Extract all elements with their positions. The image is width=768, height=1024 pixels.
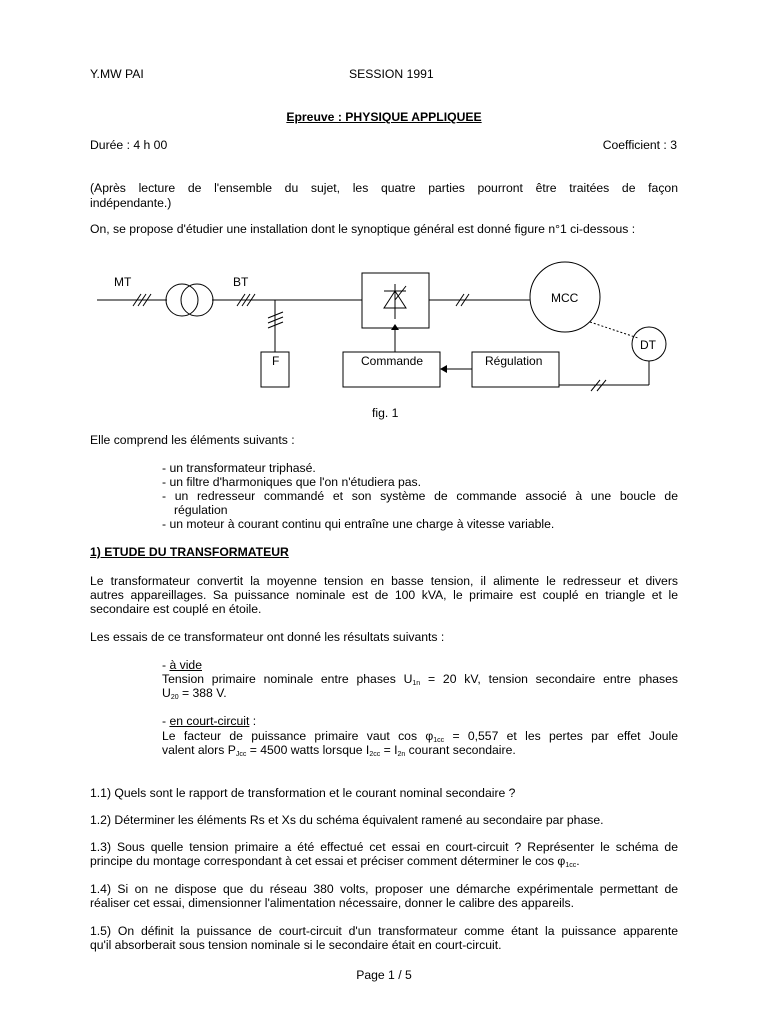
section1-line-3: secondaire est couplé en étoile. xyxy=(90,602,262,616)
section1-line-1: Le transformateur convertit la moyenne tension en basse tension, il alimente le redresseur et divers xyxy=(90,574,678,588)
list-item: - un redresseur commandé et son système de commande associé à une boucle de xyxy=(162,489,678,503)
avide-heading: - à vide xyxy=(162,658,202,672)
figure-caption: fig. 1 xyxy=(372,406,399,420)
coefficient: Coefficient : 3 xyxy=(602,138,677,152)
list-item: - un filtre d'harmoniques que l'on n'étudiera pas. xyxy=(162,475,422,489)
bt-label: BT xyxy=(233,275,249,289)
commande-label: Commande xyxy=(361,354,424,368)
mt-label: MT xyxy=(114,275,132,289)
session: SESSION 1991 xyxy=(349,67,434,81)
question-1-5-line-2: qu'il absorberait sous tension nominale si le secondaire était en court-circuit. xyxy=(90,938,502,952)
list-item-continuation: régulation xyxy=(174,503,228,517)
question-1-5-line-1: 1.5) On définit la puissance de court-circuit d'un transformateur comme étant la puissance apparente xyxy=(90,924,678,938)
duree: Durée : 4 h 00 xyxy=(90,138,168,152)
cc-line-1: Le facteur de puissance primaire vaut $\cos \varphi_{1cc} = 0,557$ et les pertes par effet Joule xyxy=(162,729,678,744)
dt-label: DT xyxy=(640,338,656,352)
synoptic-diagram xyxy=(0,260,768,400)
mcc-label: MCC xyxy=(551,291,579,305)
regulation-label: Régulation xyxy=(485,354,543,368)
f-label: F xyxy=(272,354,280,368)
intro-paragraph-2: On, se propose d'étudier une installation dont le synoptique général est donné figure n°1 ci-dessous : xyxy=(90,222,636,236)
question-1-3-line-2: principe du montage correspondant à cet essai et préciser comment déterminer le $\cos \varphi_{1cc}$. xyxy=(90,854,580,869)
transformer-secondary-coil xyxy=(181,284,213,316)
author: Y.MW PAI xyxy=(90,67,144,81)
section1-results-intro: Les essais de ce transformateur ont donné les résultats suivants : xyxy=(90,630,445,644)
section-title: 1) ETUDE DU TRANSFORMATEUR xyxy=(90,545,289,559)
avide-line-2: $U_{20} = 388$ V. xyxy=(162,686,227,701)
list-item: - un moteur à courant continu qui entraîne une charge à vitesse variable. xyxy=(162,517,555,531)
question-1-1: 1.1) Quels sont le rapport de transformation et le courant nominal secondaire ? xyxy=(90,786,516,800)
question-1-3-line-1: 1.3) Sous quelle tension primaire a été effectué cet essai en court-circuit ? Représenter le schéma de xyxy=(90,840,678,854)
intro-line-2: indépendante.) xyxy=(90,196,172,210)
cc-line-2: valent alors $P_{Jcc} = 4500$ watts lorsque $I_{2cc} = I_{2n}$ courant secondaire. xyxy=(162,743,516,758)
page-title: Epreuve : PHYSIQUE APPLIQUEE xyxy=(286,110,482,124)
page-number: Page 1 / 5 xyxy=(356,968,412,982)
list-item: - un transformateur triphasé. xyxy=(162,461,316,475)
section1-line-2: autres appareillages. Sa puissance nominale est de 100 kVA, le primaire est couplé en triangle et le xyxy=(90,588,678,602)
avide-line-1: Tension primaire nominale entre phases $U_{1n} = 20$ kV, tension secondaire entre phases xyxy=(162,672,678,687)
avide-label: à vide xyxy=(169,658,202,672)
intro-line-1: (Après lecture de l'ensemble du sujet, les quatre parties pourront être traitées de façon xyxy=(90,181,678,195)
elements-intro: Elle comprend les éléments suivants : xyxy=(90,433,295,447)
transformer-primary-coil xyxy=(166,284,198,316)
question-1-4-line-1: 1.4) Si on ne dispose que du réseau 380 volts, proposer une démarche expérimentale permettant de xyxy=(90,882,678,896)
cc-heading: - en court-circuit : xyxy=(162,714,257,728)
question-1-4-line-2: réaliser cet essai, dimensionner l'alimentation nécessaire, donner le calibre des appareils. xyxy=(90,896,574,910)
cc-label: en court-circuit xyxy=(169,714,250,728)
question-1-2: 1.2) Déterminer les éléments Rs et Xs du schéma équivalent ramené au secondaire par phase. xyxy=(90,813,604,827)
